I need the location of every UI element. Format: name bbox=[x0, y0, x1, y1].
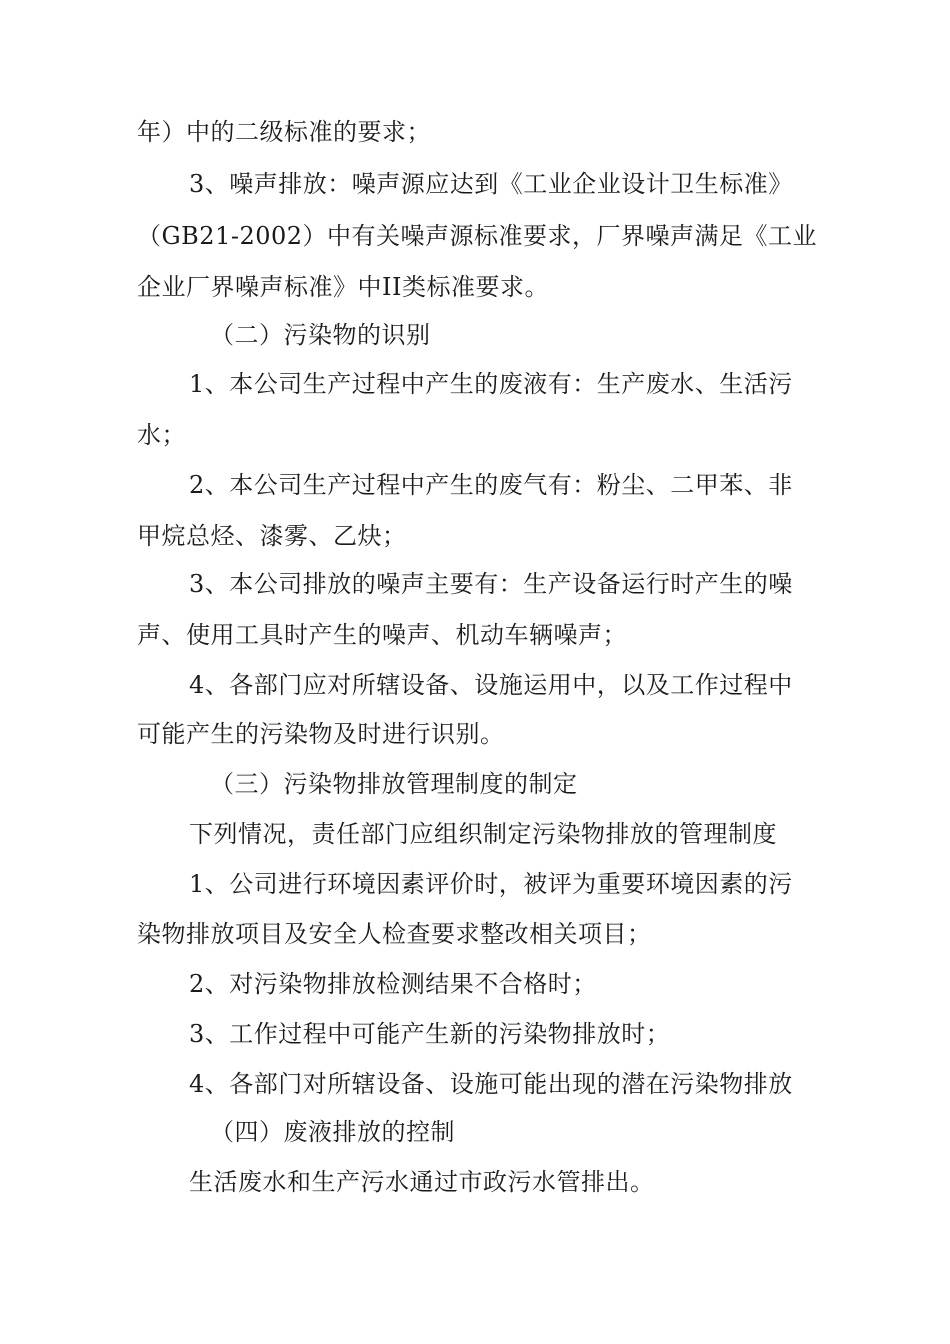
text-line-8: 2、本公司生产过程中产生的废气有：粉尘、二甲苯、非 bbox=[189, 471, 793, 499]
text-line-10: 3、本公司排放的噪声主要有：生产设备运行时产生的噪 bbox=[189, 570, 793, 598]
text-line-13: 可能产生的污染物及时进行识别。 bbox=[137, 720, 505, 748]
text-line-9: 甲烷总烃、漆雾、乙炔； bbox=[137, 522, 407, 550]
section-heading-3: （三）污染物排放管理制度的制定 bbox=[210, 770, 578, 798]
text-line-2: 3、噪声排放：噪声源应达到《工业企业设计卫生标准》 bbox=[189, 170, 793, 198]
text-line-4: 企业厂界噪声标准》中II类标准要求。 bbox=[137, 273, 549, 301]
text-line-1: 年）中的二级标准的要求； bbox=[137, 118, 431, 146]
text-line-15: 下列情况，责任部门应组织制定污染物排放的管理制度 bbox=[189, 820, 777, 848]
text-line-18: 2、对污染物排放检测结果不合格时； bbox=[189, 970, 597, 998]
text-line-16: 1、公司进行环境因素评价时，被评为重要环境因素的污 bbox=[189, 870, 793, 898]
section-heading-4: （四）废液排放的控制 bbox=[210, 1118, 455, 1146]
text-line-11: 声、使用工具时产生的噪声、机动车辆噪声； bbox=[137, 621, 627, 649]
text-line-19: 3、工作过程中可能产生新的污染物排放时； bbox=[189, 1020, 671, 1048]
text-line-6: 1、本公司生产过程中产生的废液有：生产废水、生活污 bbox=[189, 370, 793, 398]
text-line-20: 4、各部门对所辖设备、设施可能出现的潜在污染物排放 bbox=[189, 1070, 793, 1098]
text-line-17: 染物排放项目及安全人检查要求整改相关项目； bbox=[137, 920, 652, 948]
section-heading-2: （二）污染物的识别 bbox=[210, 321, 431, 349]
text-line-22: 生活废水和生产污水通过市政污水管排出。 bbox=[189, 1168, 655, 1196]
text-line-7: 水； bbox=[137, 421, 186, 449]
text-line-12: 4、各部门应对所辖设备、设施运用中，以及工作过程中 bbox=[189, 671, 793, 699]
text-line-3: （GB21-2002）中有关噪声源标准要求，厂界噪声满足《工业 bbox=[137, 222, 818, 250]
